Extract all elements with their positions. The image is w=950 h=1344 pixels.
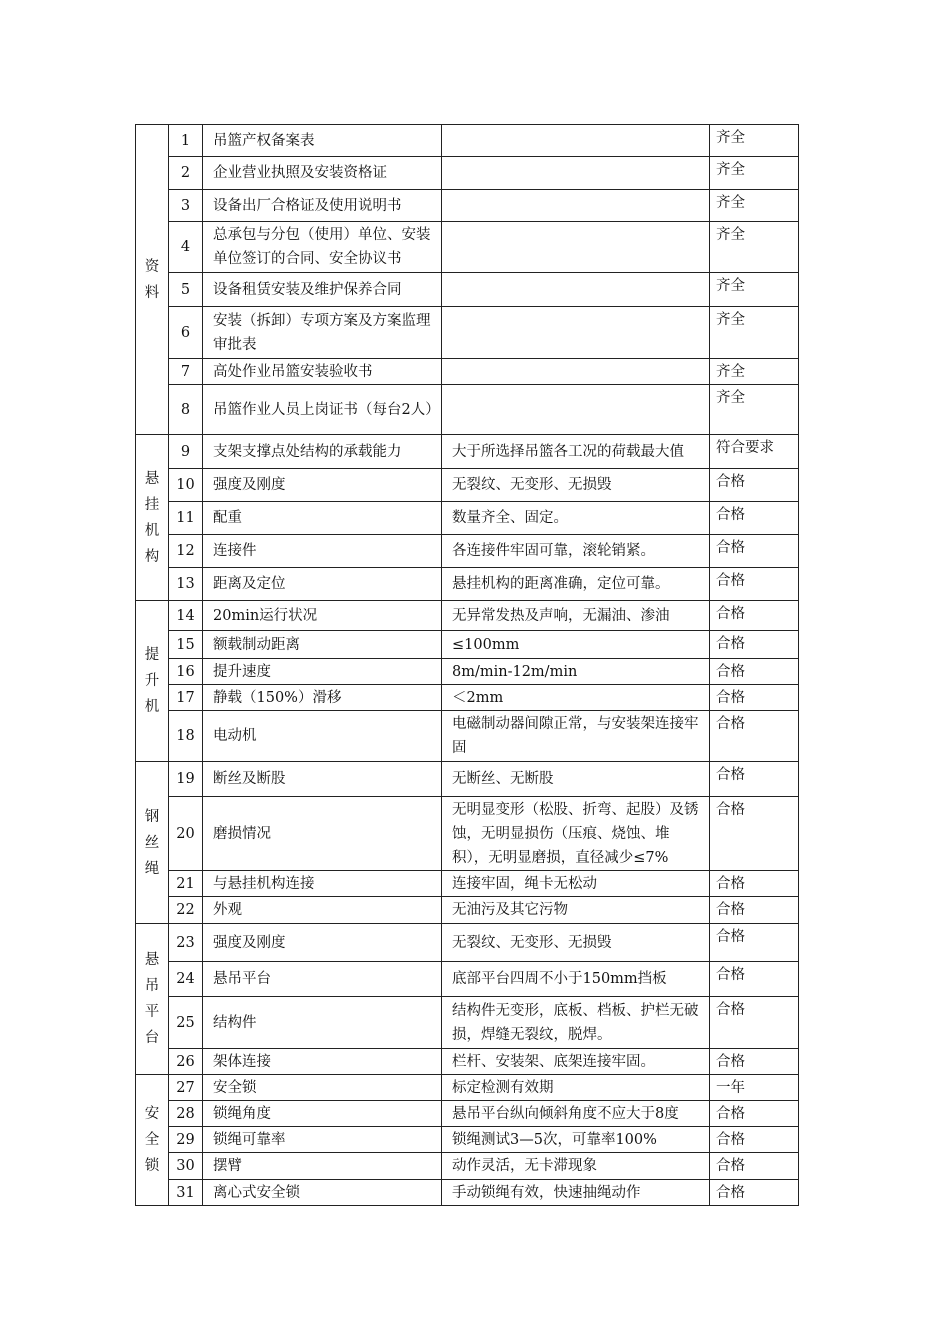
inspection-item: 总承包与分包（使用）单位、安装单位签订的合同、安全协议书 — [203, 222, 442, 273]
inspection-item: 悬吊平台 — [203, 962, 442, 997]
category-cell — [136, 1075, 169, 1206]
inspection-item: 提升速度 — [203, 659, 442, 685]
item-number: 4 — [169, 222, 203, 273]
inspection-standard: 无异常发热及声响，无漏油、渗油 — [442, 601, 710, 631]
category-label: 悬挂机构 — [144, 470, 160, 565]
table-row — [136, 1075, 799, 1101]
inspection-result: 合格 — [710, 1049, 799, 1075]
inspection-standard: 结构件无变形，底板、档板、护栏无破损，焊缝无裂纹，脱焊。 — [442, 997, 710, 1049]
item-number: 25 — [169, 997, 203, 1049]
category-label: 钢丝绳 — [144, 808, 160, 877]
table-row — [136, 222, 799, 273]
inspection-item: 连接件 — [203, 535, 442, 568]
table-row — [136, 1153, 799, 1180]
inspection-result: 合格 — [710, 924, 799, 962]
inspection-standard: ≤100mm — [442, 631, 710, 659]
item-number: 18 — [169, 711, 203, 762]
inspection-result: 齐全 — [710, 157, 799, 190]
inspection-result: 合格 — [710, 568, 799, 601]
item-number: 19 — [169, 762, 203, 797]
item-number: 23 — [169, 924, 203, 962]
inspection-result: 合格 — [710, 1153, 799, 1180]
item-number: 5 — [169, 273, 203, 307]
inspection-result: 合格 — [710, 601, 799, 631]
inspection-standard: 电磁制动器间隙正常，与安装架连接牢固 — [442, 711, 710, 762]
inspection-standard — [442, 273, 710, 307]
category-label: 安全锁 — [144, 1106, 160, 1174]
inspection-standard: 标定检测有效期 — [442, 1075, 710, 1101]
inspection-item: 20min运行状况 — [203, 601, 442, 631]
table-row — [136, 1101, 799, 1127]
table-row — [136, 385, 799, 435]
item-number: 6 — [169, 307, 203, 359]
table-row — [136, 1127, 799, 1153]
inspection-item: 与悬挂机构连接 — [203, 871, 442, 897]
inspection-result: 合格 — [710, 1127, 799, 1153]
category-cell — [136, 601, 169, 762]
inspection-result: 合格 — [710, 711, 799, 762]
table-row — [136, 435, 799, 469]
table-row — [136, 631, 799, 659]
inspection-result: 齐全 — [710, 273, 799, 307]
inspection-standard: 栏杆、安装架、底架连接牢固。 — [442, 1049, 710, 1075]
inspection-result: 合格 — [710, 1180, 799, 1206]
table-row — [136, 1049, 799, 1075]
table-row — [136, 125, 799, 157]
table-row — [136, 157, 799, 190]
inspection-result: 合格 — [710, 631, 799, 659]
inspection-item: 额载制动距离 — [203, 631, 442, 659]
item-number: 17 — [169, 685, 203, 711]
category-label: 提升机 — [144, 647, 160, 715]
inspection-standard: 无油污及其它污物 — [442, 897, 710, 924]
inspection-result: 合格 — [710, 962, 799, 997]
item-number: 3 — [169, 190, 203, 222]
item-number: 10 — [169, 469, 203, 502]
table-row — [136, 502, 799, 535]
table-row — [136, 1180, 799, 1206]
inspection-result: 合格 — [710, 469, 799, 502]
item-number: 22 — [169, 897, 203, 924]
table-row — [136, 711, 799, 762]
inspection-result: 合格 — [710, 762, 799, 797]
item-number: 14 — [169, 601, 203, 631]
category-label: 悬吊平台 — [144, 952, 160, 1046]
table-row — [136, 962, 799, 997]
inspection-standard: 无明显变形（松股、折弯、起股）及锈蚀，无明显损伤（压痕、烧蚀、堆积），无明显磨损，直径减少≤7% — [442, 797, 710, 871]
item-number: 30 — [169, 1153, 203, 1180]
inspection-result: 合格 — [710, 685, 799, 711]
inspection-result: 合格 — [710, 797, 799, 871]
inspection-item: 高处作业吊篮安装验收书 — [203, 359, 442, 385]
inspection-standard: 底部平台四周不小于150mm挡板 — [442, 962, 710, 997]
inspection-standard: 无裂纹、无变形、无损毁 — [442, 924, 710, 962]
item-number: 7 — [169, 359, 203, 385]
item-number: 29 — [169, 1127, 203, 1153]
table-row — [136, 469, 799, 502]
inspection-result: 齐全 — [710, 385, 799, 435]
item-number: 31 — [169, 1180, 203, 1206]
inspection-item: 结构件 — [203, 997, 442, 1049]
inspection-item: 吊篮作业人员上岗证书（每台2人） — [203, 385, 442, 435]
table-row — [136, 190, 799, 222]
inspection-item: 支架支撑点处结构的承载能力 — [203, 435, 442, 469]
inspection-standard: 无断丝、无断股 — [442, 762, 710, 797]
inspection-item: 吊篮产权备案表 — [203, 125, 442, 157]
inspection-result: 一年 — [710, 1075, 799, 1101]
inspection-standard: 手动锁绳有效，快速抽绳动作 — [442, 1180, 710, 1206]
table-row — [136, 871, 799, 897]
inspection-standard — [442, 125, 710, 157]
table-row — [136, 897, 799, 924]
inspection-standard: 悬吊平台纵向倾斜角度不应大于8度 — [442, 1101, 710, 1127]
inspection-item: 架体连接 — [203, 1049, 442, 1075]
inspection-result: 合格 — [710, 1101, 799, 1127]
item-number: 27 — [169, 1075, 203, 1101]
inspection-standard: 悬挂机构的距离准确，定位可靠。 — [442, 568, 710, 601]
inspection-item: 企业营业执照及安装资格证 — [203, 157, 442, 190]
item-number: 21 — [169, 871, 203, 897]
item-number: 26 — [169, 1049, 203, 1075]
item-number: 20 — [169, 797, 203, 871]
inspection-item: 磨损情况 — [203, 797, 442, 871]
inspection-result: 符合要求 — [710, 435, 799, 469]
table-row — [136, 568, 799, 601]
inspection-standard — [442, 307, 710, 359]
category-cell — [136, 125, 169, 435]
inspection-standard: 无裂纹、无变形、无损毁 — [442, 469, 710, 502]
item-number: 1 — [169, 125, 203, 157]
inspection-item: 安全锁 — [203, 1075, 442, 1101]
inspection-standard — [442, 385, 710, 435]
inspection-item: 强度及刚度 — [203, 469, 442, 502]
inspection-result: 齐全 — [710, 222, 799, 273]
inspection-item: 强度及刚度 — [203, 924, 442, 962]
inspection-standard: ＜2mm — [442, 685, 710, 711]
inspection-item: 锁绳角度 — [203, 1101, 442, 1127]
table-row — [136, 797, 799, 871]
item-number: 15 — [169, 631, 203, 659]
inspection-standard: 8m/min-12m/min — [442, 659, 710, 685]
table-row — [136, 762, 799, 797]
inspection-result: 齐全 — [710, 125, 799, 157]
inspection-standard: 数量齐全、固定。 — [442, 502, 710, 535]
item-number: 2 — [169, 157, 203, 190]
item-number: 12 — [169, 535, 203, 568]
table-row — [136, 273, 799, 307]
category-cell — [136, 924, 169, 1075]
item-number: 13 — [169, 568, 203, 601]
inspection-result: 齐全 — [710, 359, 799, 385]
inspection-standard: 连接牢固，绳卡无松动 — [442, 871, 710, 897]
category-cell — [136, 435, 169, 601]
inspection-result: 合格 — [710, 897, 799, 924]
table-row — [136, 359, 799, 385]
item-number: 16 — [169, 659, 203, 685]
inspection-item: 外观 — [203, 897, 442, 924]
category-label: 资料 — [144, 258, 160, 301]
inspection-table — [135, 124, 799, 1206]
inspection-standard: 动作灵活，无卡滞现象 — [442, 1153, 710, 1180]
inspection-item: 静载（150%）滑移 — [203, 685, 442, 711]
inspection-item: 配重 — [203, 502, 442, 535]
inspection-item: 距离及定位 — [203, 568, 442, 601]
item-number: 9 — [169, 435, 203, 469]
inspection-result: 合格 — [710, 871, 799, 897]
inspection-standard — [442, 359, 710, 385]
inspection-standard: 大于所选择吊篮各工况的荷载最大值 — [442, 435, 710, 469]
inspection-result: 合格 — [710, 502, 799, 535]
table-row — [136, 535, 799, 568]
inspection-standard: 锁绳测试3—5次，可靠率100% — [442, 1127, 710, 1153]
inspection-standard — [442, 190, 710, 222]
inspection-item: 设备租赁安装及维护保养合同 — [203, 273, 442, 307]
inspection-result: 齐全 — [710, 307, 799, 359]
table-row — [136, 307, 799, 359]
item-number: 8 — [169, 385, 203, 435]
inspection-standard — [442, 222, 710, 273]
inspection-standard: 各连接件牢固可靠，滚轮销紧。 — [442, 535, 710, 568]
inspection-result: 合格 — [710, 535, 799, 568]
table-row — [136, 685, 799, 711]
item-number: 11 — [169, 502, 203, 535]
table-row — [136, 997, 799, 1049]
item-number: 24 — [169, 962, 203, 997]
category-cell — [136, 762, 169, 924]
inspection-result: 合格 — [710, 659, 799, 685]
table-row — [136, 659, 799, 685]
table-row — [136, 601, 799, 631]
inspection-item: 摆臂 — [203, 1153, 442, 1180]
inspection-item: 锁绳可靠率 — [203, 1127, 442, 1153]
inspection-table-body — [136, 125, 799, 1206]
item-number: 28 — [169, 1101, 203, 1127]
inspection-item: 离心式安全锁 — [203, 1180, 442, 1206]
inspection-item: 设备出厂合格证及使用说明书 — [203, 190, 442, 222]
inspection-result: 合格 — [710, 997, 799, 1049]
inspection-item: 断丝及断股 — [203, 762, 442, 797]
inspection-item: 电动机 — [203, 711, 442, 762]
inspection-standard — [442, 157, 710, 190]
inspection-result: 齐全 — [710, 190, 799, 222]
inspection-item: 安装（拆卸）专项方案及方案监理审批表 — [203, 307, 442, 359]
table-row — [136, 924, 799, 962]
